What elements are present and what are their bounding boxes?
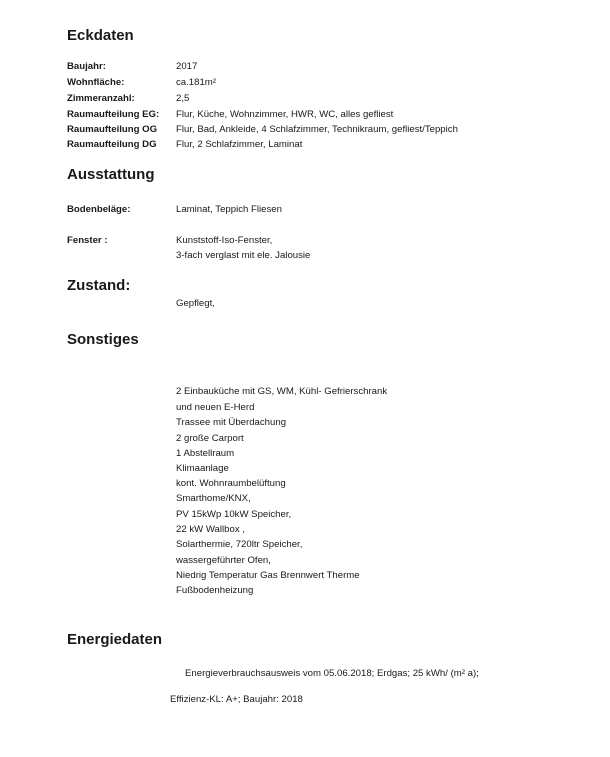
value-baujahr: 2017 [176, 61, 198, 72]
sonstiges-item: 1 Abstellraum [176, 448, 235, 459]
heading-ausstattung: Ausstattung [67, 166, 155, 183]
heading-energiedaten: Energiedaten [67, 631, 163, 648]
value-raumaufteilung-eg: Flur, Küche, Wohnzimmer, HWR, WC, alles gefliest [176, 109, 394, 120]
label-raumaufteilung-dg: Raumaufteilung DG [67, 139, 157, 150]
heading-zustand: Zustand: [67, 277, 131, 294]
sonstiges-item: und neuen E-Herd [176, 402, 255, 413]
value-zustand: Gepflegt, [176, 298, 215, 309]
sonstiges-item: Fußbodenheizung [176, 585, 254, 596]
label-wohnflaeche: Wohnfläche: [67, 77, 125, 88]
label-raumaufteilung-og: Raumaufteilung OG [67, 124, 158, 135]
value-wohnflaeche: ca.181m² [176, 77, 216, 88]
label-raumaufteilung-eg: Raumaufteilung EG: [67, 109, 160, 120]
value-raumaufteilung-og: Flur, Bad, Ankleide, 4 Schlafzimmer, Technikraum, gefliest/Teppich [176, 124, 458, 135]
sonstiges-item: Trassee mit Überdachung [176, 417, 287, 428]
sonstiges-item: 22 kW Wallbox , [176, 524, 245, 535]
heading-sonstiges: Sonstiges [67, 331, 139, 348]
sonstiges-item: 2 Einbauküche mit GS, WM, Kühl- Gefrierschrank [176, 386, 388, 397]
sonstiges-item: Solarthermie, 720ltr Speicher, [176, 539, 303, 550]
energieausweis-line: Energieverbrauchsausweis vom 05.06.2018; Erdgas; 25 kWh/ (m² a); [185, 668, 479, 679]
sonstiges-item: Niedrig Temperatur Gas Brennwert Therme [176, 570, 360, 581]
value-bodenbelaege: Laminat, Teppich Fliesen [176, 204, 282, 215]
sonstiges-item: Smarthome/KNX, [176, 493, 251, 504]
label-zimmeranzahl: Zimmeranzahl: [67, 93, 135, 104]
value-fenster-line-1: Kunststoff-Iso-Fenster, [176, 235, 273, 246]
label-fenster: Fenster : [67, 235, 108, 246]
heading-eckdaten: Eckdaten [67, 27, 134, 44]
label-bodenbelaege: Bodenbeläge: [67, 204, 131, 215]
sonstiges-item: wassergeführter Ofen, [176, 555, 271, 566]
value-fenster-line-2: 3-fach verglast mit ele. Jalousie [176, 250, 311, 261]
value-zimmeranzahl: 2,5 [176, 93, 190, 104]
sonstiges-item: 2 große Carport [176, 433, 244, 444]
value-raumaufteilung-dg: Flur, 2 Schlafzimmer, Laminat [176, 139, 303, 150]
sonstiges-item: PV 15kWp 10kW Speicher, [176, 509, 292, 520]
label-baujahr: Baujahr: [67, 61, 106, 72]
sonstiges-item: kont. Wohnraumbelüftung [176, 478, 286, 489]
sonstiges-item: Klimaanlage [176, 463, 229, 474]
effizienz-line: Effizienz-KL: A+; Baujahr: 2018 [170, 694, 303, 705]
